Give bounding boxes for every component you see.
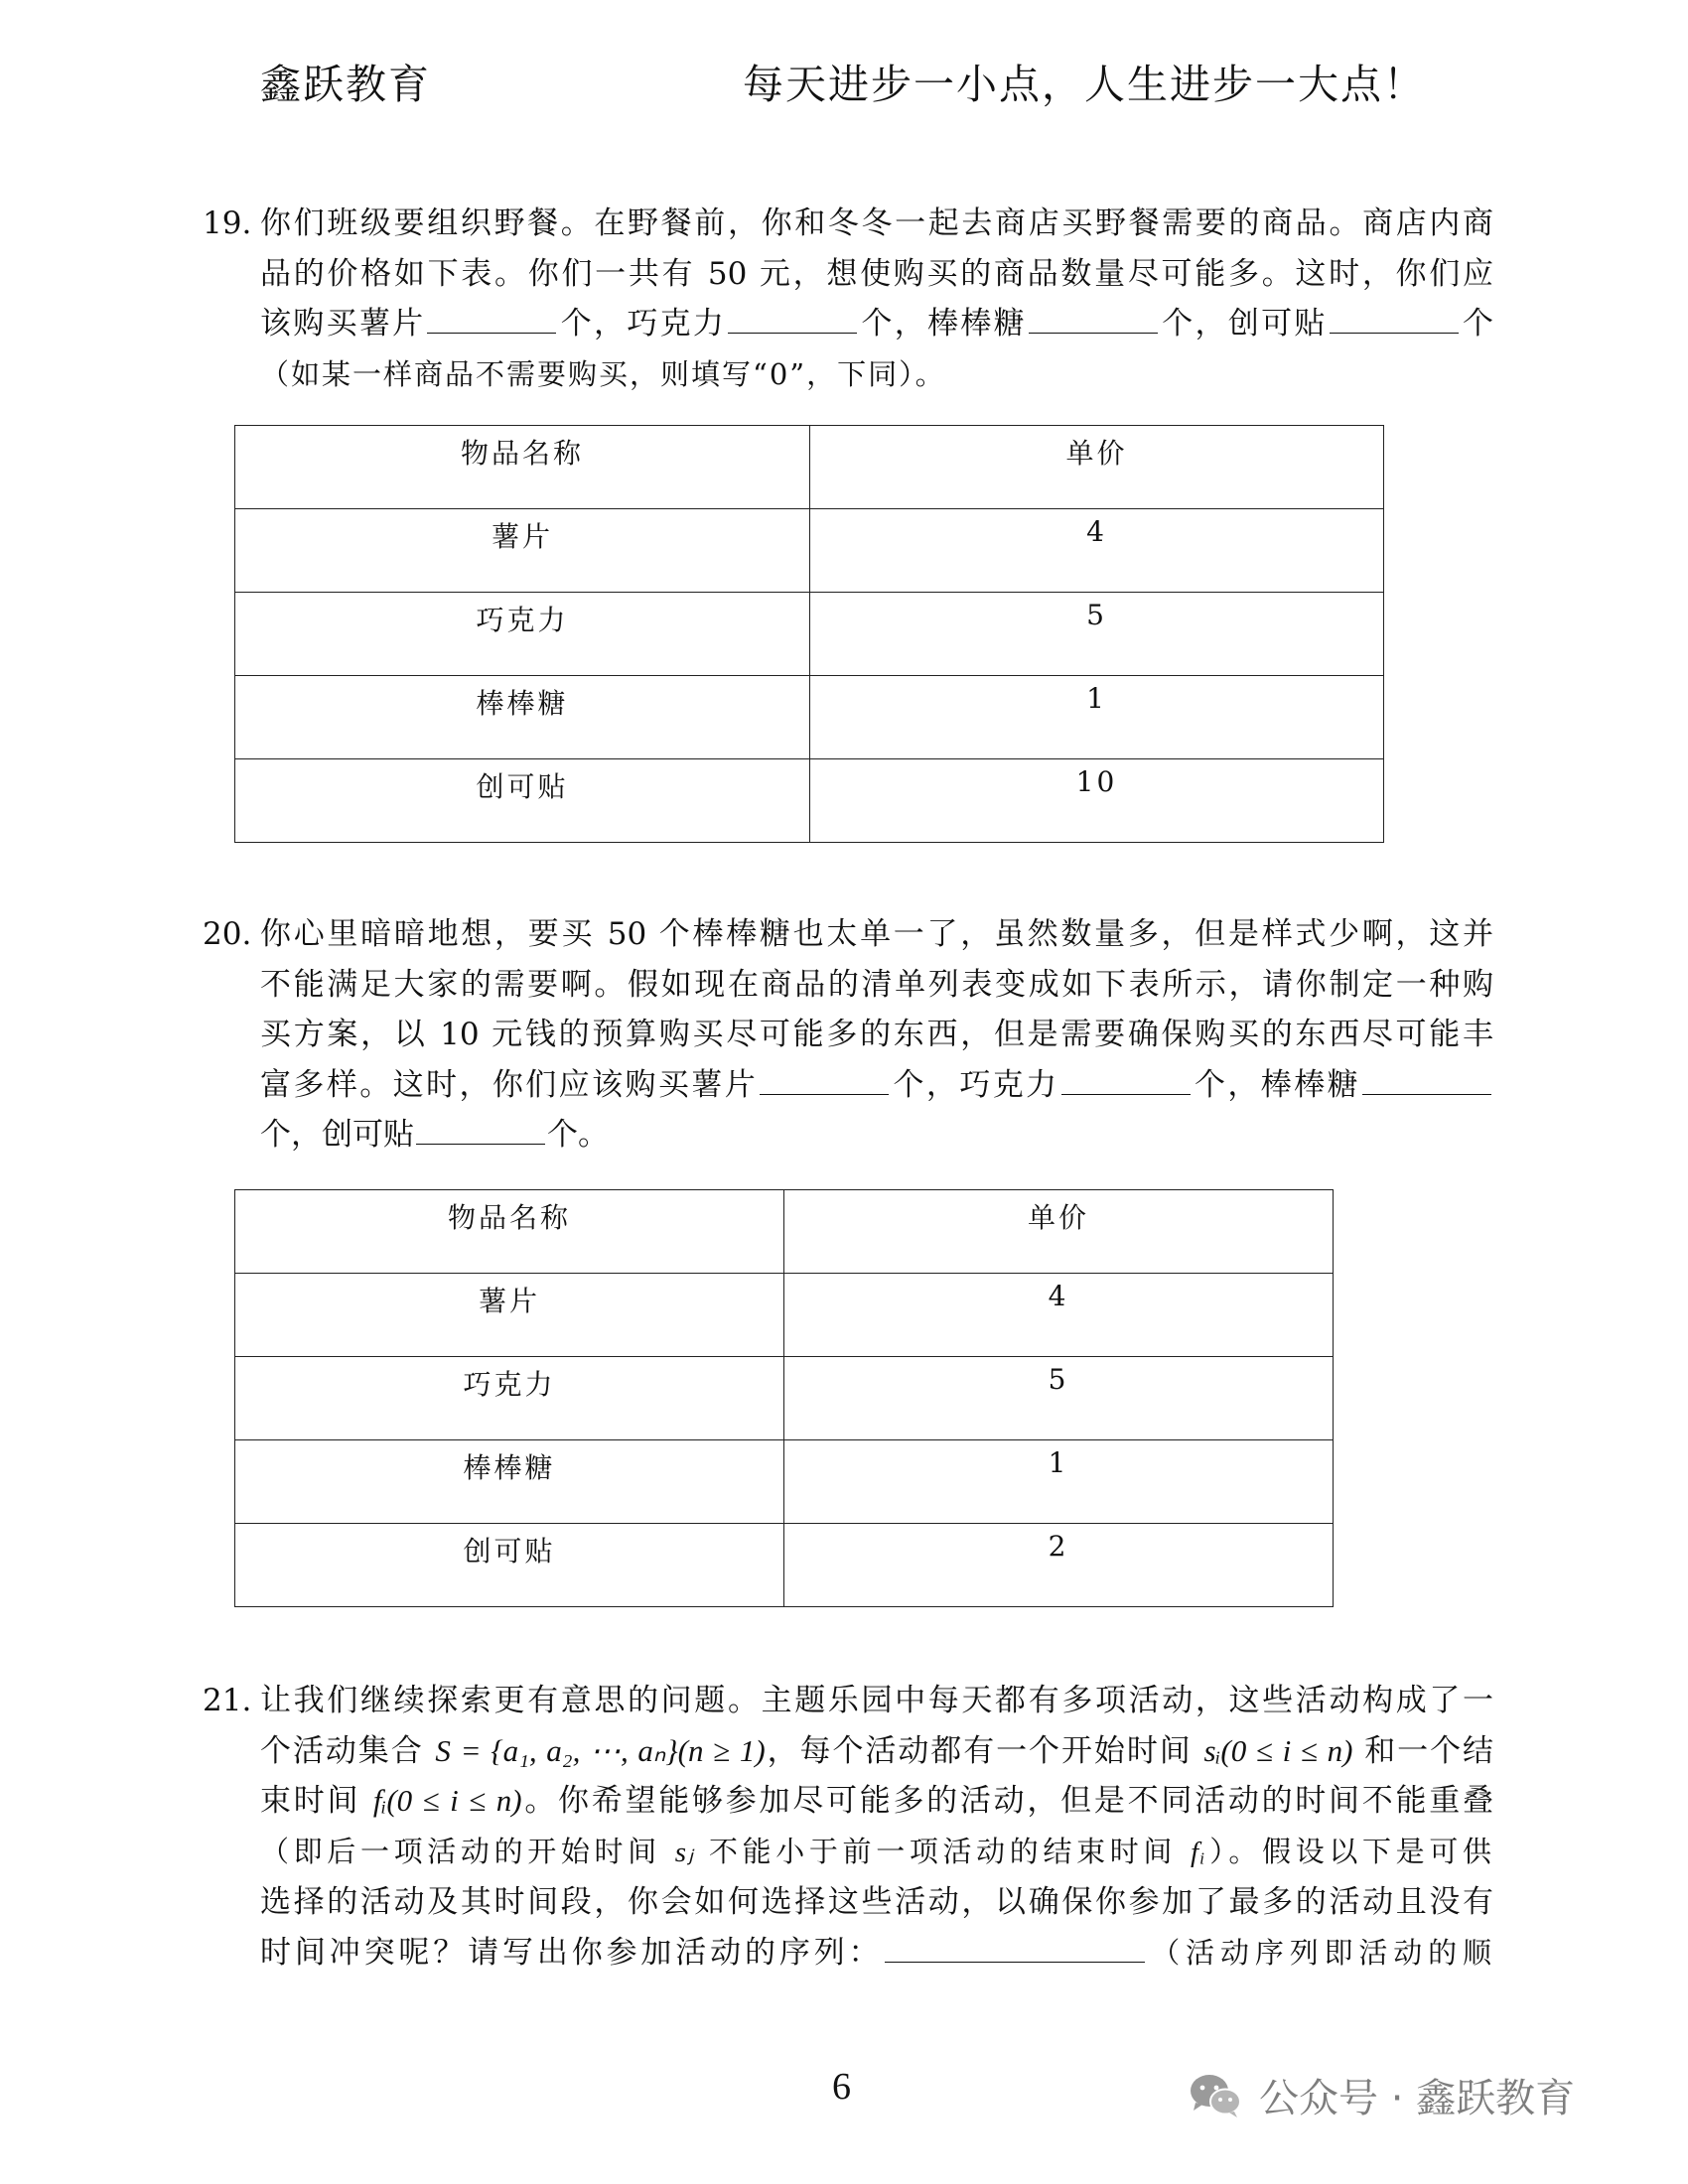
- answer-blank-chips[interactable]: [427, 332, 556, 334]
- price-cell: 4: [810, 509, 1384, 593]
- table-row: [235, 1524, 1334, 1607]
- q19-line-3: [260, 299, 1493, 349]
- q19-note: （如某一样商品不需要购买，则填写“0”，下同）。: [260, 356, 946, 391]
- text-span: 。你希望能够参加尽可能多的活动，但是不同活动的时间不能重叠: [521, 1783, 1493, 1819]
- price-table-19: [234, 425, 1384, 843]
- item-name-cell: 巧克力: [235, 593, 810, 676]
- price-cell: 4: [784, 1274, 1334, 1357]
- text-span: 时间冲突呢？请写出你参加活动的序列：: [260, 1934, 884, 1971]
- text-span: 个，创可贴: [1159, 306, 1328, 341]
- price-cell: 1: [784, 1440, 1334, 1524]
- question-number: 19.: [203, 205, 252, 241]
- table-header-row: [235, 426, 1384, 509]
- table-row: [235, 593, 1384, 676]
- table-row: [235, 509, 1384, 593]
- q19-line-1: 你们班级要组织野餐。在野餐前，你和冬冬一起去商店买野餐需要的商品。商店内商: [260, 205, 1493, 241]
- q20-line-2: 不能满足大家的需要啊。假如现在商品的清单列表变成如下表所示，请你制定一种购: [260, 966, 1493, 1003]
- answer-blank-lollipop[interactable]: [1029, 332, 1158, 334]
- table-row: [235, 1274, 1334, 1357]
- table-header-cell: 单价: [784, 1190, 1334, 1274]
- text-span: 富多样。这时，你们应该购买薯片: [260, 1066, 759, 1103]
- item-name-cell: 薯片: [235, 509, 810, 593]
- answer-blank-sequence[interactable]: [885, 1961, 1145, 1963]
- price-cell: 5: [784, 1357, 1334, 1440]
- fi-symbol: fᵢ: [1190, 1836, 1207, 1868]
- item-name-cell: 巧克力: [235, 1357, 784, 1440]
- table-row: [235, 676, 1384, 759]
- page-number: 6: [832, 2066, 851, 2108]
- q20-line-1: 你心里暗暗地想，要买 50 个棒棒糖也太单一了，虽然数量多，但是样式少啊，这并: [260, 916, 1493, 952]
- table-header-cell: 物品名称: [235, 426, 810, 509]
- item-name-cell: 棒棒糖: [235, 1440, 784, 1524]
- item-name-cell: 创可贴: [235, 1524, 784, 1607]
- text-span: 个，棒棒糖: [1192, 1066, 1361, 1103]
- end-time-formula: fᵢ(0 ≤ i ≤ n): [372, 1783, 522, 1818]
- item-name-cell: 棒棒糖: [235, 676, 810, 759]
- question-20: [203, 909, 1493, 1160]
- question-21: [203, 1676, 1493, 1978]
- answer-blank-chips[interactable]: [760, 1093, 889, 1095]
- text-span: （活动序列即活动的顺: [1147, 1935, 1493, 1970]
- watermark-text: 公众号 · 鑫跃教育: [1259, 2076, 1576, 2121]
- q19-line-2: 品的价格如下表。你们一共有 50 元，想使购买的商品数量尽可能多。这时，你们应: [260, 255, 1493, 292]
- start-time-formula: sᵢ(0 ≤ i ≤ n): [1203, 1732, 1353, 1768]
- price-table-20: [234, 1189, 1334, 1607]
- q21-line-5: 选择的活动及其时间段，你会如何选择这些活动，以确保你参加了最多的活动且没有: [260, 1884, 1493, 1920]
- text-span: 个，棒棒糖: [859, 306, 1027, 341]
- watermark: [1188, 2067, 1575, 2123]
- text-span: 个: [1460, 306, 1494, 341]
- header-slogan: 每天进步一小点，人生进步一大点！: [743, 61, 1426, 108]
- text-span: 不能小于前一项活动的结束时间: [708, 1834, 1178, 1868]
- price-cell: 10: [810, 759, 1384, 843]
- item-name-cell: 创可贴: [235, 759, 810, 843]
- question-number: 20.: [203, 916, 252, 952]
- q20-line-3: 买方案，以 10 元钱的预算购买尽可能多的东西，但是需要确保购买的东西尽可能丰: [260, 1017, 1493, 1052]
- q21-line-2: [260, 1726, 1493, 1777]
- text-span: ，每个活动都有一个开始时间: [765, 1732, 1193, 1769]
- text-span: 和一个结: [1364, 1732, 1493, 1769]
- text-span: 个活动集合: [260, 1732, 424, 1769]
- question-19: [203, 199, 1493, 399]
- item-name-cell: 薯片: [235, 1274, 784, 1357]
- table-row: [235, 1357, 1334, 1440]
- price-cell: 2: [784, 1524, 1334, 1607]
- answer-blank-chocolate[interactable]: [1061, 1093, 1191, 1095]
- activity-set-formula: S = {a₁, a₂, ⋯, aₙ}(n ≥ 1): [435, 1732, 766, 1768]
- table-header-cell: 物品名称: [235, 1190, 784, 1274]
- answer-blank-bandage[interactable]: [416, 1143, 545, 1145]
- text-span: 束时间: [260, 1783, 361, 1819]
- sj-symbol: sⱼ: [674, 1836, 696, 1868]
- q20-line-4: [260, 1060, 1493, 1111]
- answer-blank-bandage[interactable]: [1330, 332, 1459, 334]
- price-cell: 5: [810, 593, 1384, 676]
- price-cell: 1: [810, 676, 1384, 759]
- q21-line-3: [260, 1776, 1493, 1827]
- question-number: 21.: [203, 1683, 252, 1718]
- table-row: [235, 759, 1384, 843]
- table-header-cell: 单价: [810, 426, 1384, 509]
- text-span: 个。: [547, 1117, 609, 1153]
- text-span: 个，创可贴: [260, 1117, 414, 1153]
- text-span: 该购买薯片: [260, 306, 426, 341]
- header-brand: 鑫跃教育: [260, 61, 431, 108]
- q21-line-4: [260, 1827, 1493, 1878]
- answer-blank-lollipop[interactable]: [1362, 1093, 1491, 1095]
- table-row: [235, 1440, 1334, 1524]
- q20-line-5: [260, 1110, 1493, 1160]
- q21-line-6: [260, 1928, 1493, 1979]
- answer-blank-chocolate[interactable]: [728, 332, 857, 334]
- wechat-icon: [1188, 2071, 1243, 2120]
- text-span: ）。假设以下是可供: [1206, 1834, 1493, 1868]
- table-header-row: [235, 1190, 1334, 1274]
- text-span: 个，巧克力: [558, 306, 727, 341]
- text-span: （即后一项活动的开始时间: [260, 1834, 661, 1868]
- text-span: 个，巧克力: [891, 1066, 1059, 1103]
- q21-line-1: 让我们继续探索更有意思的问题。主题乐园中每天都有多项活动，这些活动构成了一: [260, 1683, 1493, 1718]
